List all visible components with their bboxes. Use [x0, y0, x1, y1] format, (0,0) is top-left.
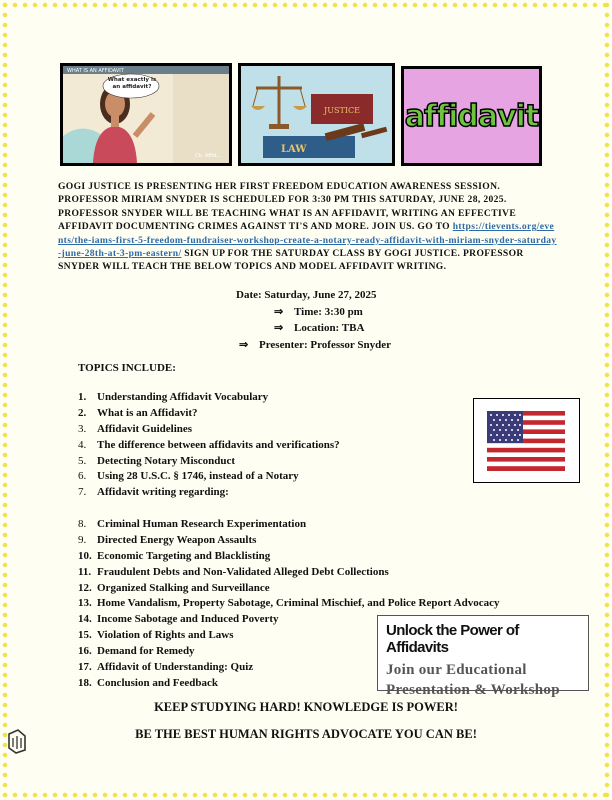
cartoon-watermark: Ch. Affid...: [195, 153, 222, 159]
affidavit-word: affidavit: [404, 98, 539, 134]
cartoon-woman-image: [60, 63, 232, 166]
event-time: [274, 305, 363, 318]
signup-link[interactable]: https://tievents.org/events/the-iams-first-5-freedom-fundraiser-workshop-create-a-notary-ready-affidavit-with-miriam-snyder-saturday-june-28th-at-3-pm-eastern/: [58, 221, 557, 260]
list-item: 3. Affidavit Guidelines: [78, 422, 193, 435]
list-item: 10. Economic Targeting and Blacklisting: [78, 549, 271, 562]
closing-line-2: BE THE BEST HUMAN RIGHTS ADVOCATE YOU CAN BE!: [135, 727, 477, 741]
list-item: 9. Directed Energy Weapon Assaults: [78, 533, 257, 546]
us-flag-image: [473, 398, 580, 483]
us-flag-icon: [474, 399, 579, 482]
promo-line-1: Join our Educational: [386, 662, 527, 678]
event-location-text: Location: TBA: [294, 322, 365, 334]
arrow-icon: ⇒: [274, 306, 284, 318]
book-justice-label: JUSTICE: [324, 106, 360, 115]
cartoon-woman-illustration: [63, 66, 229, 163]
promo-title: Unlock the Power of Affidavits: [386, 622, 519, 656]
list-item: 11. Fraudulent Debts and Non-Validated Alleged Debt Collections: [78, 565, 389, 578]
list-item: 2. What is an Affidavit?: [78, 406, 198, 419]
topic-list-1: [78, 390, 340, 501]
book-law-label: LAW: [281, 144, 307, 155]
list-item: 8. Criminal Human Research Experimentation: [78, 518, 307, 530]
workshop-promo-box: [377, 615, 589, 698]
list-item: 6. Using 28 U.S.C. § 1746, instead of a Notary: [78, 470, 299, 483]
list-item: 17. Affidavit of Understanding: Quiz: [78, 661, 254, 674]
list-item: 12. Organized Stalking and Surveillance: [78, 581, 270, 594]
dotted-border-right: [602, 0, 612, 800]
list-item: 16. Demand for Remedy: [78, 645, 195, 658]
list-item: 7. Affidavit writing regarding:: [78, 486, 229, 499]
cartoon-banner-text: WHAT IS AN AFFIDAVIT: [67, 68, 124, 74]
speech-bubble-text: What exactly is an affidavit?: [107, 77, 157, 90]
event-presenter-text: Presenter: Professor Snyder: [259, 339, 391, 351]
law-books-gavel-image: [238, 63, 395, 166]
list-item: 4. The difference between affidavits and verifications?: [78, 438, 340, 451]
list-item: 15. Violation of Rights and Laws: [78, 629, 234, 642]
list-item: 18. Conclusion and Feedback: [78, 676, 219, 689]
dotted-border-left: [0, 0, 10, 800]
topics-heading: TOPICS INCLUDE:: [78, 362, 176, 374]
arrow-icon: ⇒: [274, 322, 284, 334]
affidavit-word-image: [401, 66, 542, 166]
intro-paragraph: [58, 180, 558, 274]
list-item: 13. Home Vandalism, Property Sabotage, Criminal Mischief, and Police Report Advocacy: [78, 597, 500, 610]
dotted-border-bottom: [0, 790, 612, 800]
dotted-border-top: [0, 0, 612, 10]
page-corner-icon: [6, 728, 28, 754]
list-item: 1. Understanding Affidavit Vocabulary: [78, 391, 269, 403]
event-location: [274, 321, 364, 334]
intro-text-after: SIGN UP FOR THE SATURDAY CLASS BY GOGI JUSTICE. PROFESSOR SNYDER WILL TEACH THE BELOW TOPICS AND MODEL AFFIDAVIT WRITING.: [58, 248, 524, 273]
list-item: 14. Income Sabotage and Induced Poverty: [78, 613, 279, 626]
closing-line-1: KEEP STUDYING HARD! KNOWLEDGE IS POWER!: [154, 700, 458, 714]
event-date: Date: Saturday, June 27, 2025: [236, 289, 377, 301]
intro-text-before: GOGI JUSTICE IS PRESENTING HER FIRST FREEDOM EDUCATION AWARENESS SESSION. PROFESSOR MIRIAM SNYDER IS SCHEDULED FOR 3:30 PM THIS SATURDAY, JUNE 28, 2025. PROFESSOR SNYDER WILL BE TEACHING WHAT IS AN AFFIDAVIT, WRITING AN EFFECTIVE AFFIDAVIT DOCUMENTING CRIMES AGAINST TI'S AND MORE. JOIN US. GO TO: [58, 181, 517, 233]
promo-line-2: Presentation & Workshop: [386, 682, 560, 698]
list-item: 5. Detecting Notary Misconduct: [78, 454, 236, 467]
event-time-text: Time: 3:30 pm: [294, 306, 363, 318]
event-presenter: [239, 338, 391, 351]
arrow-icon: ⇒: [239, 339, 249, 351]
law-scales-illustration: [241, 66, 392, 163]
